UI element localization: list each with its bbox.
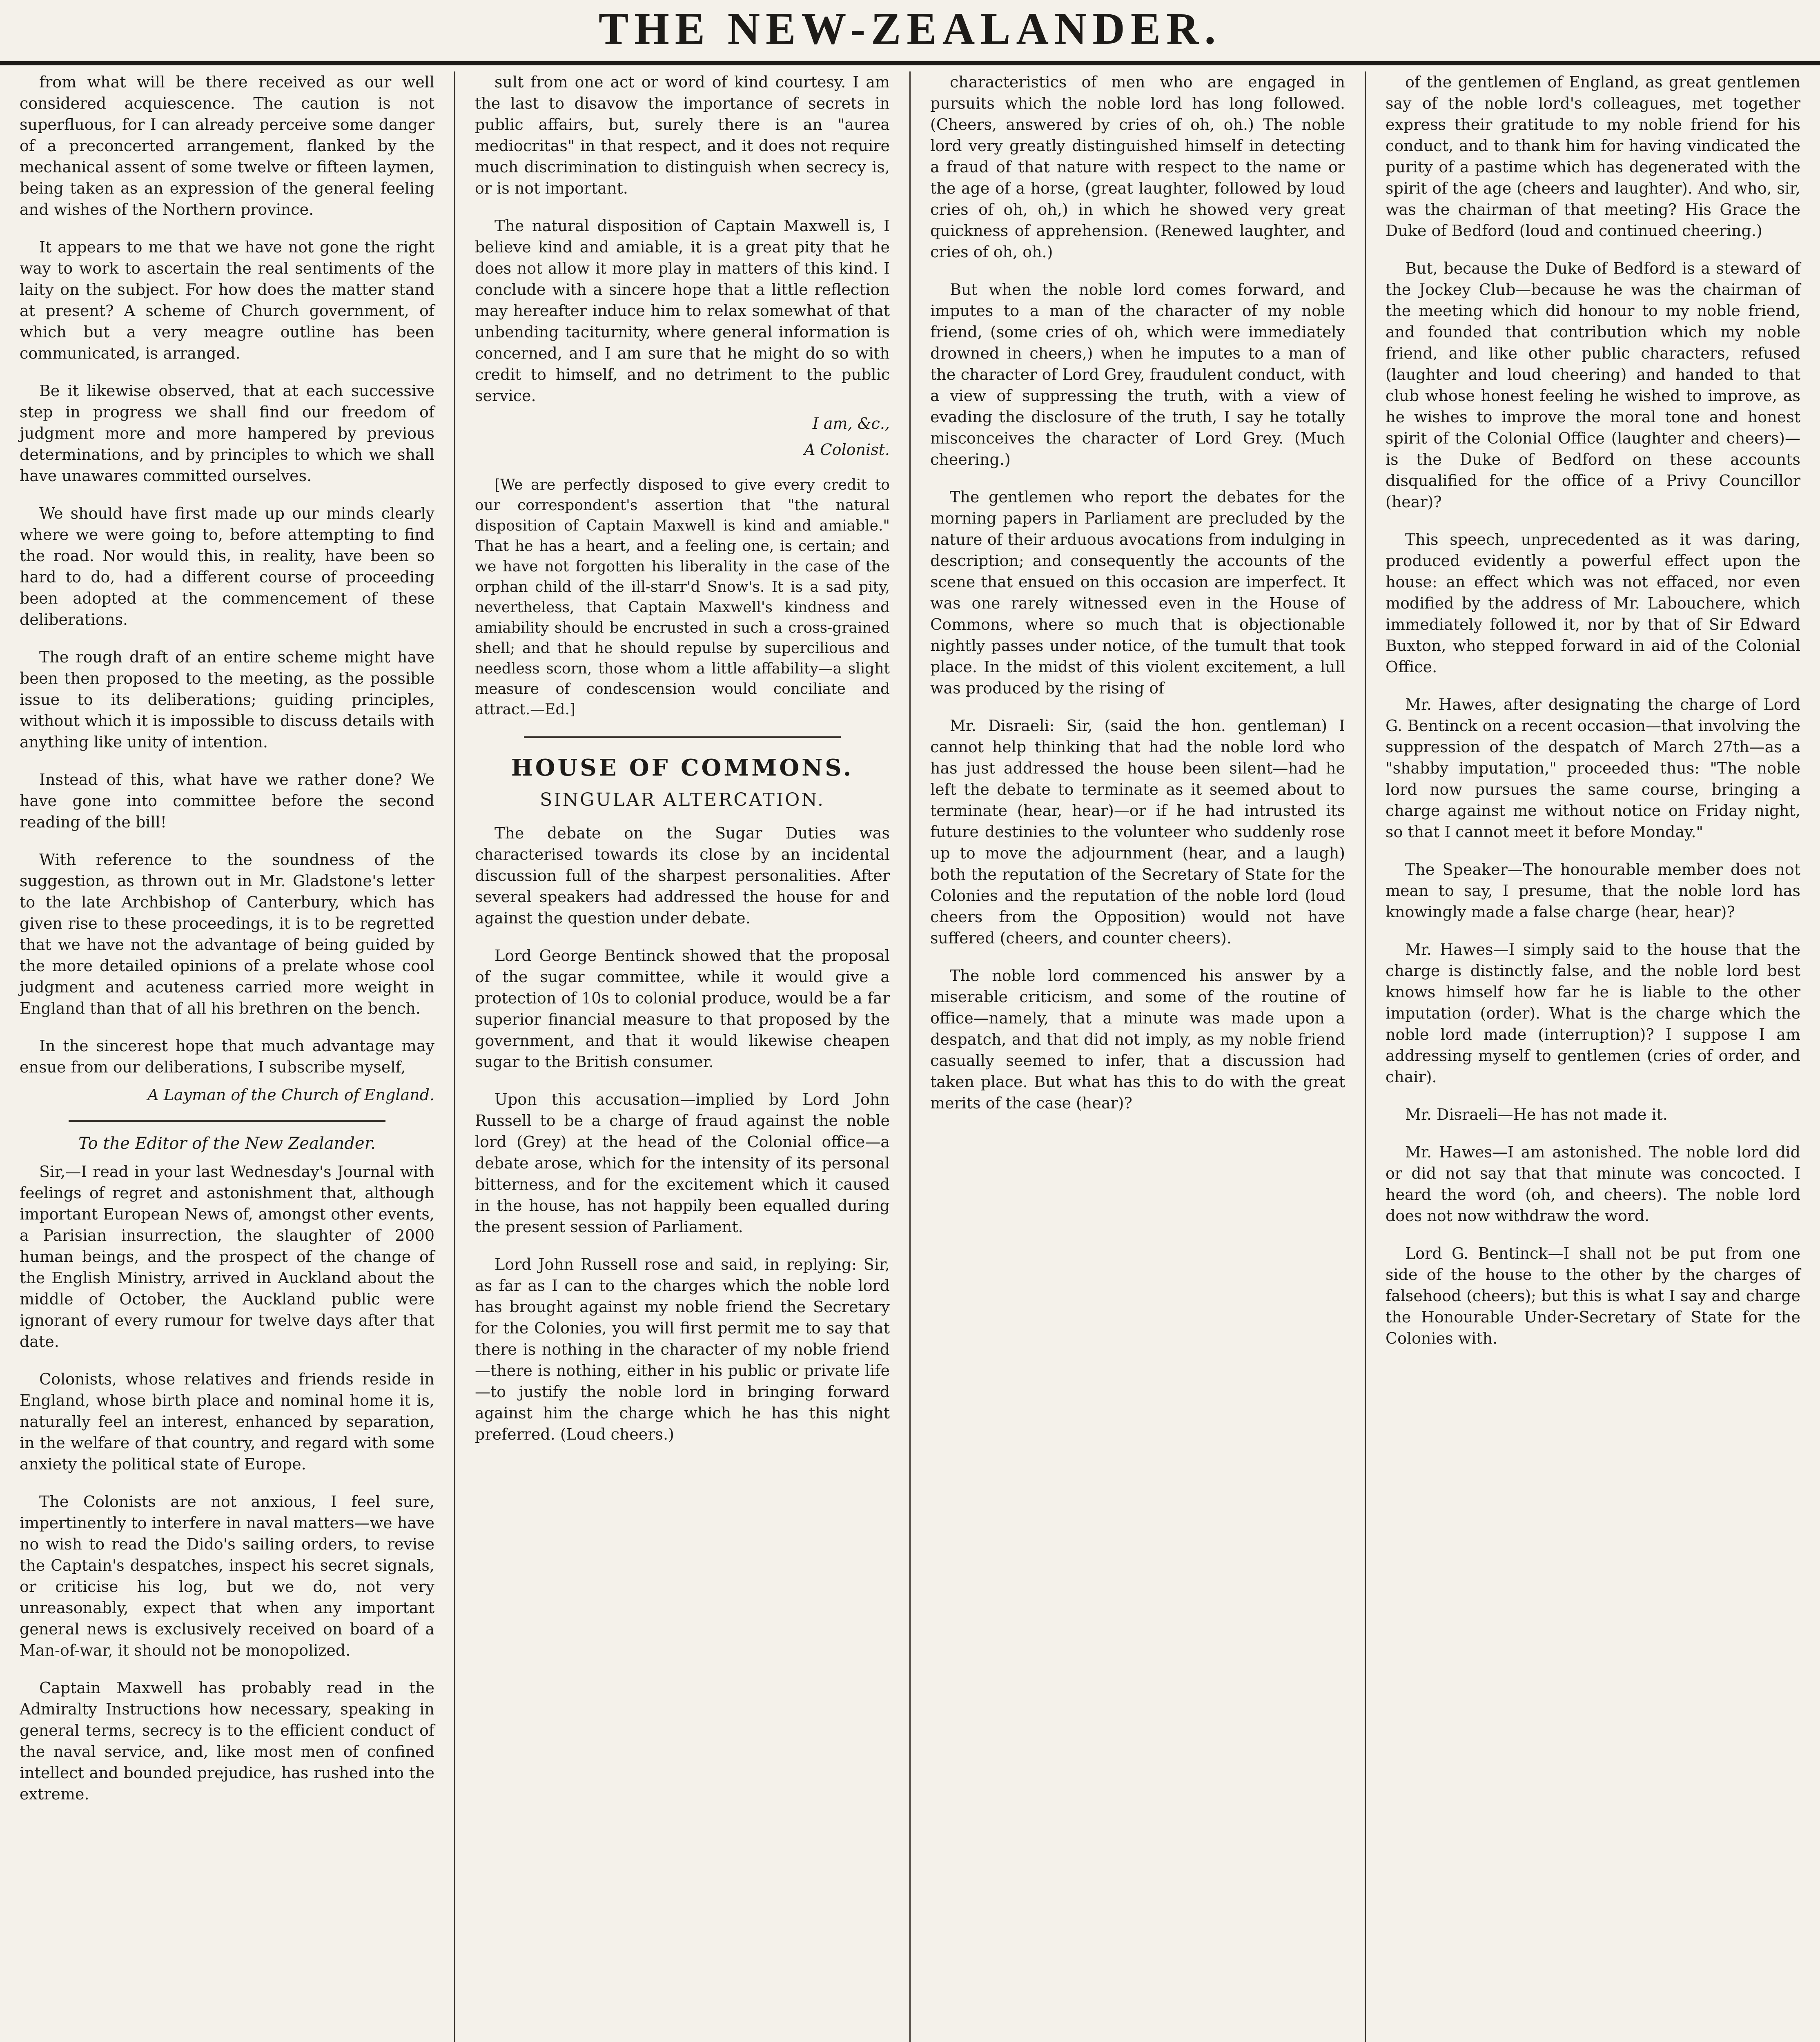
- paragraph: It appears to me that we have not gone the right way to work to ascertain the real sentiments of the laity on the subject. For how does the matter stand at present? A scheme of Church government, of which but a very meagre outline has been communicated, is arranged.: [20, 238, 434, 362]
- section-subheading: SINGULAR ALTERCATION.: [540, 789, 825, 810]
- paragraph: Lord G. Bentinck—I shall not be put from one side of the house to the other by the charges of falsehood (cheers); but this is what I say and charge the Honourable Under-Secretary of State for the Colonies with.: [1386, 1244, 1800, 1347]
- paragraph: The Colonists are not anxious, I feel sure, impertinently to interfere in naval matters—we have no wish to read the Dido's sailing orders, to revise the Captain's despatches, inspect his secret signals, or criticise his log, but we do, not very unreasonably, expect that when any important general news is exclusively received on board of a Man-of-war, it should not be monopolized.: [20, 1493, 434, 1659]
- paragraph: But, because the Duke of Bedford is a steward of the Jockey Club—because he was the chairman of the meeting which did honour to my noble friend, and founded that contribution which my noble friend, and like other public characters, refused (laughter and loud cheering) and handed to that club whose honest feeling he wished to improve, as he wishes to improve the moral tone and honest spirit of the Colonial Office (laughter and cheers)—is the Duke of Bedford on these accounts disqualified for the office of a Privy Councillor (hear)?: [1386, 259, 1800, 511]
- column-1: [0, 71, 454, 2042]
- paragraph: Sir,—I read in your last Wednesday's Journal with feelings of regret and astonishment that, although important European News of, amongst other events, a Parisian insurrection, the slaughter of 2000 human beings, and the prospect of the change of the English Ministry, arrived in Auckland about the middle of October, the Auckland public were ignorant of every rumour for twelve days after that date.: [20, 1163, 434, 1351]
- paragraph: Colonists, whose relatives and friends reside in England, whose birth place and nominal home it is, naturally feel an interest, enhanced by separation, in the welfare of that country, and regard with some anxiety the political state of Europe.: [20, 1370, 434, 1473]
- paragraph: characteristics of men who are engaged in pursuits which the noble lord has long followed. (Cheers, answered by cries of oh, oh.) The noble lord very greatly distinguished himself in detecting a fraud of that nature with respect to the name or the age of a horse, (great laughter, followed by loud cries of oh, oh,) in which he showed very great quickness of apprehension. (Renewed laughter, and cries of oh, oh.): [930, 73, 1345, 261]
- paragraph: Mr. Disraeli—He has not made it.: [1405, 1106, 1668, 1124]
- paragraph: of the gentlemen of England, as great gentlemen say of the noble lord's colleagues, met together express their gratitude to my noble friend for his conduct, and to thank him for having vindicated the purity of a pastime which has degenerated with the spirit of the age (cheers and laughter). And who, sir, was the chairman of that meeting? His Grace the Duke of Bedford (loud and continued cheering.): [1386, 73, 1800, 240]
- column-3: [909, 71, 1365, 2042]
- section-divider: [524, 736, 841, 738]
- paragraph: Mr. Hawes—I simply said to the house that the charge is distinctly false, and the noble lord best knows himself how far he is liable to the other imputation (order). What is the charge which the noble lord made (interruption)? I suppose I am addressing myself to gentlemen (cries of order, and chair).: [1386, 941, 1800, 1086]
- editor-note: [We are perfectly disposed to give every credit to our correspondent's assertion that "the natural disposition of Captain Maxwell is kind and amiable." That he has a heart, and a feeling one, is certain; and we have not forgotten his liberality in the case of the orphan child of the ill-starr'd Snow's. It is a sad pity, nevertheless, that Captain Maxwell's kindness and amiability should be encrusted in such a cross-grained shell; and that he should repulse by supercilious and needless scorn, those whom a little affability—a slight measure of condescension would conciliate and attract.—Ed.]: [475, 477, 890, 718]
- paragraph: Upon this accusation—implied by Lord John Russell to be a charge of fraud against the noble lord (Grey) at the head of the Colonial office—a debate arose, which for the intensity of its personal bitterness, and for the excitement which it caused in the house, has not happily been equalled during the present session of Parliament.: [475, 1090, 890, 1236]
- paragraph: In the sincerest hope that much advantage may ensue from our deliberations, I subscribe myself,: [20, 1037, 434, 1076]
- column-2: [454, 71, 909, 2042]
- paragraph: Lord George Bentinck showed that the proposal of the sugar committee, while it would give a protection of 10s to colonial produce, would be a far superior financial measure to that proposed by the government, and that it would likewise cheapen sugar to the British consumer.: [475, 947, 890, 1071]
- paragraph: The debate on the Sugar Duties was characterised towards its close by an incidental discussion full of the sharpest personalities. After several speakers had addressed the house for and against the question under debate.: [475, 824, 890, 927]
- paragraph: Mr. Hawes, after designating the charge of Lord G. Bentinck on a recent occasion—that involving the suppression of the despatch of March 27th—as a "shabby imputation," proceeded thus: "The noble lord now pursues the same course, bringing a charge against me without notice on Friday night, so that I cannot meet it before Monday.": [1386, 696, 1800, 841]
- section-divider: [69, 1120, 385, 1122]
- paragraph: We should have first made up our minds clearly where we were going to, before attempting to find the road. Nor would this, in reality, have been so hard to do, had a different course of proceeding been adopted at the commencement of these deliberations.: [20, 504, 434, 629]
- paragraph: Mr. Hawes—I am astonished. The noble lord did or did not say that that minute was concocted. I heard the word (oh, and cheers). The noble lord does not now withdraw the word.: [1386, 1143, 1800, 1225]
- paragraph: Mr. Disraeli: Sir, (said the hon. gentleman) I cannot help thinking that had the noble lord who has just addressed the house been silent—had he left the debate to terminate as it seemed about to terminate (hear, hear)—or if he had intrusted its future destinies to the volunteer who suddenly rose up to move the adjournment (hear, and a laugh) both the reputation of the Secretary of State for the Colonies and the reputation of the noble lord (loud cheers from the Opposition) would not have suffered (cheers, and counter cheers).: [930, 717, 1345, 947]
- paragraph: The gentlemen who report the debates for the morning papers in Parliament are precluded by the nature of their arduous avocations from indulging in description; and consequently the accounts of the scene that ensued on this occasion are imperfect. It was one rarely witnessed even in the House of Commons, where so much that is objectionable nightly passes under notice, of the tumult that took place. In the midst of this violent excitement, a lull was produced by the rising of: [930, 488, 1345, 697]
- sign-off: I am, &c.,: [812, 415, 890, 432]
- paragraph: The noble lord commenced his answer by a miserable criticism, and some of the routine of office—namely, that a minute was made upon a despatch, and that did not imply, as my noble friend casually seemed to infer, that a discussion had taken place. But what has this to do with the great merits of the case (hear)?: [930, 967, 1345, 1112]
- section-heading: HOUSE OF COMMONS.: [511, 754, 854, 781]
- article-columns: [0, 71, 1820, 2042]
- paragraph: The natural disposition of Captain Maxwell is, I believe kind and amiable, it is a great pity that he does not allow it more play in matters of this kind. I conclude with a sincere hope that a little reflection may hereafter induce him to relax somewhat of that unbending taciturnity, where general information is concerned, and I am sure that he might do so with credit to himself, and no detriment to the public service.: [475, 217, 890, 405]
- paragraph: But when the noble lord comes forward, and imputes to a man of the character of my noble friend, (some cries of oh, which were immediately drowned in cheers,) when he imputes to a man of the character of Lord Grey, fraudulent conduct, with a view of suppressing the truth, with a view of evading the disclosure of the truth, I say he totally misconceives the character of Lord Grey. (Much cheering.): [930, 281, 1345, 468]
- paragraph: sult from one act or word of kind courtesy. I am the last to disavow the importance of secrets in public affairs, but, surely there is an "aurea mediocritas" in that respect, and it does not require much discrimination to distinguish when secrecy is, or is not important.: [475, 73, 890, 197]
- paragraph: from what will be there received as our well considered acquiescence. The caution is not superfluous, for I can already perceive some danger of a preconcerted arrangement, flanked by the mechanical assent of some twelve or fifteen laymen, being taken as an expression of the general feeling and wishes of the Northern province.: [20, 73, 434, 218]
- masthead-rule: [0, 61, 1820, 65]
- paragraph: Be it likewise observed, that at each successive step in progress we shall find our freedom of judgment more and more hampered by previous determinations, and by principles to which we shall have unawares committed ourselves.: [20, 382, 434, 485]
- masthead: THE NEW-ZEALANDER.: [598, 4, 1222, 54]
- paragraph: This speech, unprecedented as it was daring, produced evidently a powerful effect upon the house: an effect which was not effaced, nor even modified by the address of Mr. Labouchere, which immediately followed it, nor by that of Sir Edward Buxton, who stepped forward in aid of the Colonial Office.: [1386, 531, 1800, 676]
- column-4: [1365, 71, 1820, 2042]
- paragraph: Lord John Russell rose and said, in replying: Sir, as far as I can to the charges which the noble lord has brought against my noble friend the Secretary for the Colonies, you will first permit me to say that there is nothing in the character of my noble friend—there is nothing, either in his public or private life—to justify the noble lord in bringing forward against him the charge which he has this night preferred. (Loud cheers.): [475, 1255, 890, 1443]
- letter-heading: To the Editor of the New Zealander.: [78, 1134, 376, 1153]
- paragraph: With reference to the soundness of the suggestion, as thrown out in Mr. Gladstone's letter to the late Archbishop of Canterbury, which has given rise to these proceedings, it is to be regretted that we have not the advantage of being guided by the more detailed opinions of a prelate whose cool judgment and acuteness carried more weight in England than that of all his brethren on the bench.: [20, 851, 434, 1017]
- paragraph: The Speaker—The honourable member does not mean to say, I presume, that the noble lord has knowingly made a false charge (hear, hear)?: [1386, 860, 1800, 921]
- paragraph: Instead of this, what have we rather done? We have gone into committee before the second reading of the bill!: [20, 771, 434, 831]
- paragraph: The rough draft of an entire scheme might have been then proposed to the meeting, as the possible issue to its deliberations; guiding principles, without which it is impossible to discuss details with anything like unity of intention.: [20, 648, 434, 751]
- paragraph: Captain Maxwell has probably read in the Admiralty Instructions how necessary, speaking in general terms, secrecy is to the efficient conduct of the naval service, and, like most men of confined intellect and bounded prejudice, has rushed into the extreme.: [20, 1679, 434, 1803]
- signature: A Layman of the Church of England.: [147, 1086, 434, 1104]
- signature: A Colonist.: [804, 441, 890, 459]
